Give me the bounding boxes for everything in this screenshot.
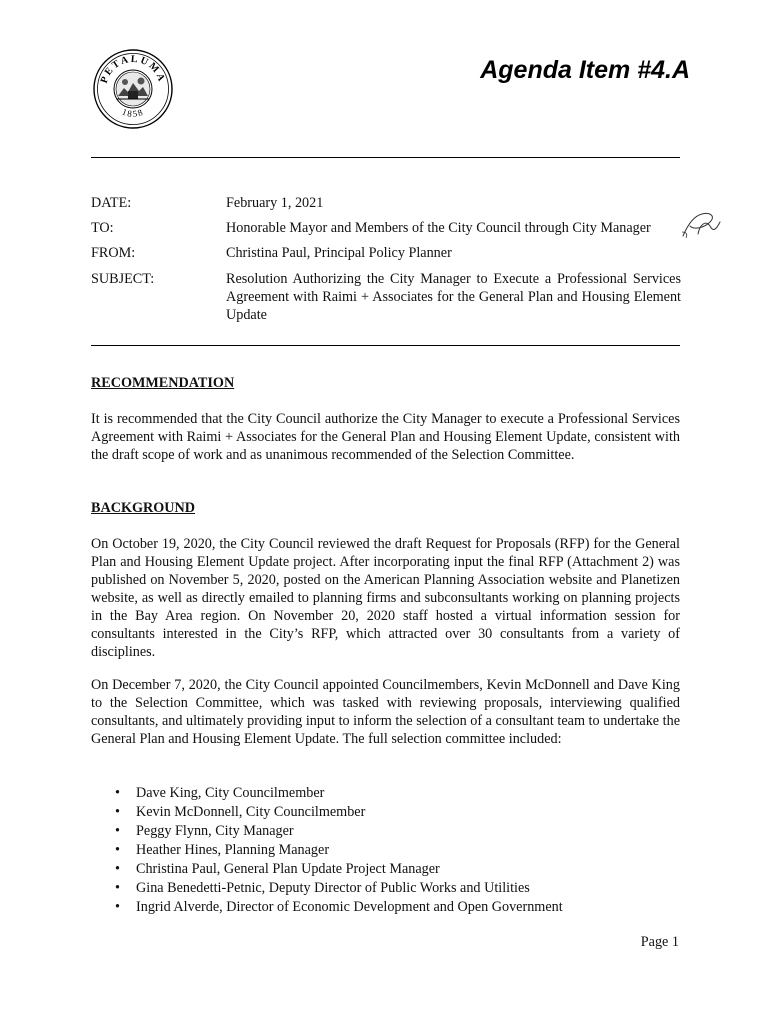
background-heading: BACKGROUND	[91, 500, 196, 516]
header-divider	[91, 157, 680, 158]
list-item: • Kevin McDonnell, City Councilmember	[91, 803, 563, 822]
background-paragraph-1: On October 19, 2020, the City Council reviewed the draft Request for Proposals (RFP) for the General Plan and Housing Element Update project. After incorporating input the final RFP (Attachment 2) was published on November 5, 2020, posted on the American Planning Association website and Planetizen website, as well as directly emailed to planning firms and subconsultants working on planning projects in the Bay Area region. On November 20, 2020 staff hosted a virtual information session for consultants interested in the City’s RFP, which attracted over 30 consultants from a variety of disciplines.	[91, 536, 680, 660]
list-item: • Dave King, City Councilmember	[91, 784, 563, 803]
list-item: • Gina Benedetti-Petnic, Deputy Director of Public Works and Utilities	[91, 879, 563, 898]
subject-label: SUBJECT:	[91, 271, 155, 287]
recommendation-text: It is recommended that the City Council authorize the City Manager to execute a Professional Services Agreement with Raimi + Associates for the General Plan and Housing Element Update, consistent with the draft scope of work and as unanimous recommended of the Selection Committee.	[91, 411, 680, 463]
initials-signature	[680, 210, 722, 240]
selection-committee-list	[91, 784, 563, 917]
list-item: • Peggy Flynn, City Manager	[91, 822, 563, 841]
subject-value: Resolution Authorizing the City Manager to Execute a Professional Services Agreement with Raimi + Associates for the General Plan and Housing Element Update	[226, 271, 681, 323]
recommendation-heading: RECOMMENDATION	[91, 375, 235, 391]
to-value: Honorable Mayor and Members of the City Council through City Manager	[226, 220, 651, 236]
to-label: TO:	[91, 220, 114, 236]
memo-divider	[91, 345, 680, 346]
agenda-item-title: Agenda Item #4.A	[480, 56, 690, 84]
from-label: FROM:	[91, 245, 136, 261]
list-item: • Heather Hines, Planning Manager	[91, 841, 563, 860]
page-number: Page 1	[640, 934, 679, 950]
seal-year-text: 1858	[120, 106, 146, 119]
from-value: Christina Paul, Principal Policy Planner	[226, 245, 452, 261]
date-label: DATE:	[91, 195, 132, 211]
list-item: • Christina Paul, General Plan Update Project Manager	[91, 860, 563, 879]
seal-top-text: PETALUMA	[98, 53, 168, 85]
list-item: • Ingrid Alverde, Director of Economic Development and Open Government	[91, 898, 563, 917]
background-paragraph-2: On December 7, 2020, the City Council appointed Councilmembers, Kevin McDonnell and Dave King to the Selection Committee, which was tasked with reviewing proposals, interviewing qualified consultants, and ultimately providing input to inform the selection of a consultant team to undertake the General Plan and Housing Element Update. The full selection committee included:	[91, 677, 680, 747]
date-value: February 1, 2021	[226, 195, 324, 211]
city-seal-logo	[92, 48, 174, 130]
